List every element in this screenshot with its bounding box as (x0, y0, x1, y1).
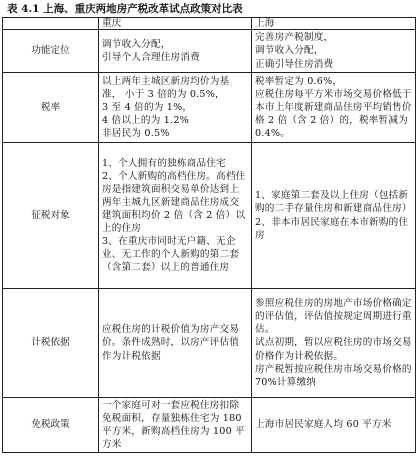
shanghai-cell: 税率暂定为 0.6%， 应税住房每平方米市场交易价格低于本市上年度新建商品住房平均销售价格 2 倍（含 2 倍）的，税率暂减为 0.4%。 (252, 73, 416, 143)
header-blank-cell (3, 18, 99, 30)
table-row (3, 73, 416, 143)
table-row (3, 143, 416, 289)
table-row (3, 30, 416, 73)
row-label: 计税依据 (3, 289, 99, 398)
chongqing-cell: 一个家庭可对一套应税住房扣除免税面积，存量独栋住宅为 180 平方米，新购高档住房为 100 平方米 (99, 398, 252, 453)
shanghai-cell: 1、家庭第二套及以上住房（包括新购的二手存量住房和新建商品住房） 2、非本市居民家庭在本市新购的住房 (252, 143, 416, 289)
shanghai-cell: 上海市居民家庭人均 60 平方米 (252, 398, 416, 453)
table-row (3, 398, 416, 453)
chongqing-cell: 调节收入分配， 引导个人合理住房消费 (99, 30, 252, 73)
row-label: 免税政策 (3, 398, 99, 453)
chongqing-cell: 1、个人拥有的独栋商品住宅 2、个人新购的高档住房。高档住房是指建筑面积交易单价达到上两年主城九区新建商品住房成交建筑面积均价 2 倍（含 2 倍）以上的住房 3、在重庆市同时无户籍、无企业、无工作的个人新购的第二套（含第二套）以上的普通住房 (99, 143, 252, 289)
header-shanghai-cell: 上海 (252, 18, 416, 30)
shanghai-cell: 完善房产税制度， 调节收入分配， 正确引导住房消费 (252, 30, 416, 73)
row-label: 税率 (3, 73, 99, 143)
row-label: 功能定位 (3, 30, 99, 73)
row-label: 征税对象 (3, 143, 99, 289)
table-caption: 表 4.1 上海、重庆两地房产税改革试点政策对比表 (7, 3, 243, 15)
table-header-row (3, 18, 416, 30)
policy-comparison-table (2, 17, 416, 453)
chongqing-cell: 以上两年主城区新房均价为基准， 小于 3 倍的为 0.5%， 3 至 4 倍的为 1%， 4 倍以上的为 1.2% 非居民为 0.5% (99, 73, 252, 143)
chongqing-cell: 应税住房的计税价值为房产交易价。条件成熟时，以房产评估值作为计税依据 (99, 289, 252, 398)
table-row (3, 289, 416, 398)
header-chongqing-cell: 重庆 (99, 18, 252, 30)
shanghai-cell: 参照应税住房的房地产市场价格确定的评估值，评估值按规定周期进行重估。 试点初期，暂以应税住房的市场交易价格作为计税依据。 房产税暂按应税住房市场交易价格的 70%计算缴纳 (252, 289, 416, 398)
